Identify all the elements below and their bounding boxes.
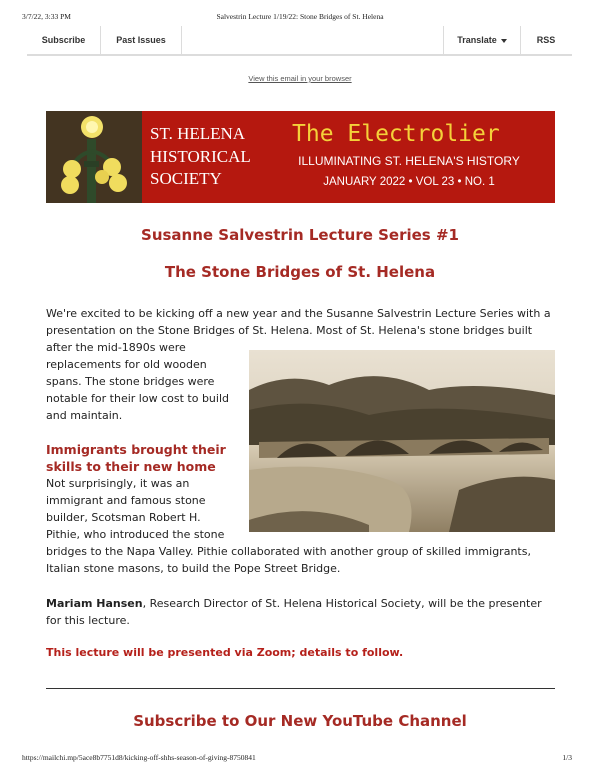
rss-link[interactable]: RSS bbox=[536, 35, 556, 45]
print-url: https://mailchi.mp/5ace8b7751d8/kicking-off-shhs-season-of-giving-8750841 bbox=[22, 753, 256, 762]
society-line: HISTORICAL bbox=[150, 146, 251, 166]
presenter-details: , Research Director of St. Helena Historical Society, will be the presenter for this lecture. bbox=[46, 597, 542, 627]
presenter-paragraph bbox=[46, 595, 556, 629]
view-in-browser-link[interactable]: View this email in your browser bbox=[248, 74, 352, 83]
lecture-title: The Stone Bridges of St. Helena bbox=[164, 263, 436, 281]
issue-info: JANUARY 2022 • VOL 23 • NO. 1 bbox=[323, 176, 495, 188]
past-issues-link[interactable]: Past Issues bbox=[101, 26, 182, 54]
section-subheading: Immigrants brought their skills to their new home bbox=[46, 442, 226, 474]
stone-bridge-photo bbox=[249, 350, 555, 532]
newsletter-banner bbox=[46, 111, 555, 203]
society-line: ST. HELENA bbox=[150, 124, 246, 143]
translate-label: Translate bbox=[457, 35, 497, 45]
translate-dropdown[interactable] bbox=[443, 26, 521, 54]
print-page-number: 1/3 bbox=[562, 753, 572, 762]
newsletter-tagline: ILLUMINATING ST. HELENA'S HISTORY bbox=[298, 154, 520, 168]
subscribe-link[interactable]: Subscribe bbox=[27, 26, 101, 54]
print-page-title: Salvestrin Lecture 1/19/22: Stone Bridges of St. Helena bbox=[216, 12, 384, 21]
intro-paragraph: We're excited to be kicking off a new year and the Susanne Salvestrin Lecture Series with a presentation on the Stone Bridges of St. Helena. Most of St. Helena's stone bridges built bbox=[46, 307, 551, 337]
email-top-bar bbox=[27, 26, 572, 56]
lecture-series-title: Susanne Salvestrin Lecture Series #1 bbox=[141, 226, 459, 244]
society-line: SOCIETY bbox=[150, 169, 222, 188]
presenter-name: Mariam Hansen bbox=[46, 597, 143, 610]
collaboration-paragraph: bridges to the Napa Valley. Pithie collaborated with another group of skilled immigrants, Italian stone masons, to build the Pope Street Bridge. bbox=[46, 545, 531, 575]
youtube-heading: Subscribe to Our New YouTube Channel bbox=[133, 712, 467, 730]
newsletter-masthead: The Electrolier bbox=[292, 121, 500, 147]
zoom-notice: This lecture will be presented via Zoom; details to follow. bbox=[46, 646, 404, 659]
pithie-paragraph: Not surprisingly, it was an immigrant and famous stone builder, Scotsman Robert H. Pithie, who introduced the stone bbox=[46, 477, 225, 541]
chevron-down-icon bbox=[501, 39, 507, 43]
electrolier-lamp-icon bbox=[46, 111, 142, 203]
print-header bbox=[0, 12, 600, 24]
society-name bbox=[150, 123, 275, 191]
bridges-paragraph: after the mid-1890s were replacements for old wooden spans. The stone bridges were notable for their low cost to build and maintain. bbox=[46, 341, 229, 422]
section-divider bbox=[46, 688, 555, 689]
print-datetime: 3/7/22, 3:33 PM bbox=[22, 12, 71, 21]
